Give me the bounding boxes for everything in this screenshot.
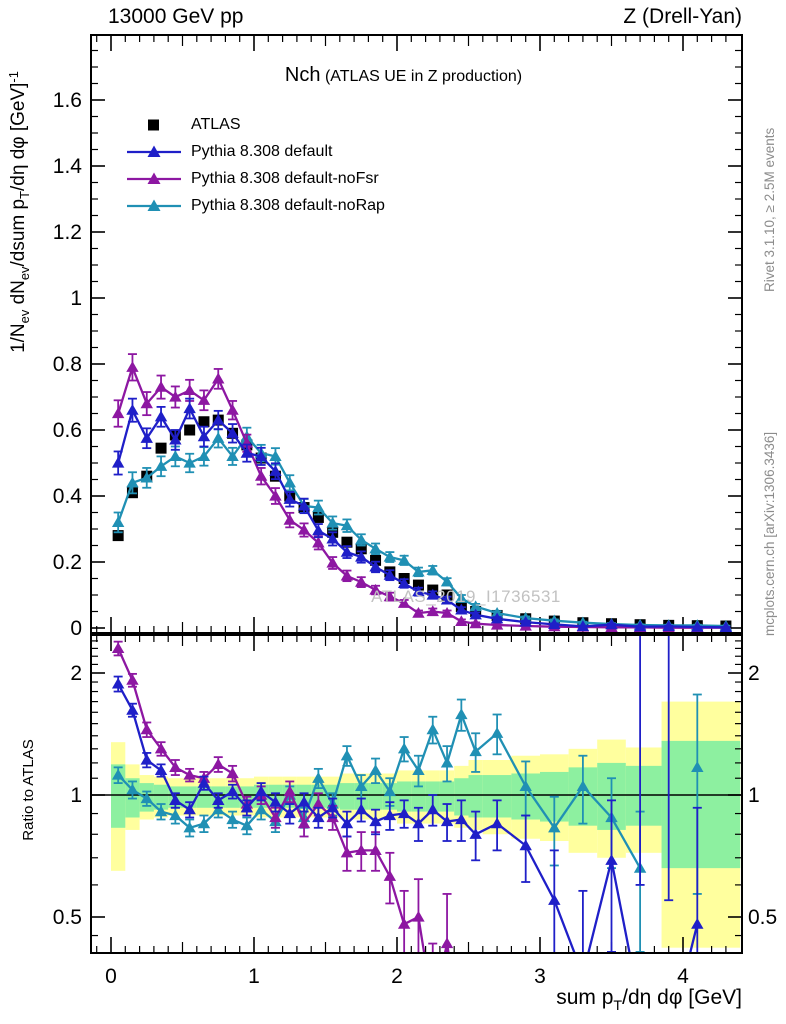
data-point bbox=[155, 411, 167, 422]
square-marker-icon bbox=[126, 117, 182, 133]
triangle-marker-icon bbox=[126, 171, 182, 187]
green-uncertainty-band bbox=[662, 741, 741, 868]
legend-label: Pythia 8.308 default-noFsr bbox=[191, 169, 379, 187]
legend-item-pythia-8-308-default-norap bbox=[126, 192, 385, 219]
data-point bbox=[156, 443, 167, 454]
svg-text:1.6: 1.6 bbox=[52, 89, 82, 112]
x-axis-label: sum $p_T/d\eta$ dφ [GeV] bbox=[556, 986, 742, 1014]
legend-label: Pythia 8.308 default-noRap bbox=[191, 196, 385, 214]
data-point bbox=[398, 918, 410, 929]
data-point bbox=[112, 457, 124, 468]
data-point bbox=[441, 937, 453, 948]
series-pythia-8-308-default-nofsr bbox=[112, 642, 468, 1024]
svg-text:2: 2 bbox=[391, 965, 403, 988]
ratio-y-axis-label: Ratio to ATLAS bbox=[20, 739, 37, 841]
data-point bbox=[577, 969, 589, 980]
data-point bbox=[112, 678, 124, 689]
svg-text:0: 0 bbox=[70, 617, 82, 640]
svg-text:1.2: 1.2 bbox=[52, 221, 82, 244]
green-uncertainty-band bbox=[340, 783, 354, 810]
data-point bbox=[126, 404, 138, 415]
rivet-version-note: Rivet 3.1.10, ≥ 2.5M events bbox=[762, 127, 777, 292]
x-axis-tick-labels bbox=[105, 965, 689, 988]
svg-text:0.5: 0.5 bbox=[748, 906, 778, 929]
process-label: Z (Drell-Yan) bbox=[623, 5, 742, 28]
svg-text:1: 1 bbox=[748, 784, 760, 807]
data-point bbox=[184, 425, 195, 436]
data-point bbox=[169, 450, 181, 461]
plot-title bbox=[91, 64, 716, 87]
data-point bbox=[212, 373, 224, 384]
svg-text:3: 3 bbox=[534, 965, 546, 988]
analysis-watermark: ATLAS_2019_I1736531 bbox=[371, 587, 561, 606]
data-point bbox=[491, 727, 503, 738]
data-point bbox=[455, 615, 467, 626]
legend-item-atlas bbox=[126, 111, 385, 138]
svg-text:0.4: 0.4 bbox=[52, 485, 82, 508]
data-point bbox=[212, 758, 224, 769]
data-point bbox=[212, 432, 224, 443]
data-point bbox=[412, 911, 424, 922]
data-point bbox=[284, 514, 296, 525]
svg-text:0.2: 0.2 bbox=[52, 551, 82, 574]
data-point bbox=[183, 384, 195, 395]
data-point bbox=[369, 764, 381, 775]
data-point bbox=[427, 723, 439, 734]
svg-text:0: 0 bbox=[105, 965, 117, 988]
legend-label: ATLAS bbox=[191, 115, 241, 133]
legend-item-pythia-8-308-default-nofsr bbox=[126, 165, 385, 192]
svg-text:1.4: 1.4 bbox=[52, 155, 82, 178]
data-point bbox=[226, 767, 238, 778]
data-point bbox=[112, 642, 124, 653]
data-point bbox=[548, 894, 560, 905]
svg-text:1: 1 bbox=[70, 287, 82, 310]
data-point bbox=[155, 460, 167, 471]
data-point bbox=[126, 361, 138, 372]
data-point bbox=[298, 524, 310, 535]
data-point bbox=[112, 407, 124, 418]
beam-energy-label: 13000 GeV pp bbox=[108, 5, 244, 28]
data-point bbox=[141, 754, 153, 765]
svg-text:1: 1 bbox=[70, 784, 82, 807]
svg-text:0.6: 0.6 bbox=[52, 419, 82, 442]
legend bbox=[126, 111, 385, 219]
main-y-axis-label: $1/N_{ev}$ $dN_{ev}$/dsum $p_T/d\eta$ dφ [GeV]$^{-1}$ bbox=[5, 71, 33, 353]
svg-text:2: 2 bbox=[748, 662, 760, 685]
triangle-marker-icon bbox=[126, 144, 182, 160]
data-point bbox=[312, 524, 324, 535]
svg-text:4: 4 bbox=[677, 965, 689, 988]
mcplots-reference-note: mcplots.cern.ch [arXiv:1306.3436] bbox=[762, 431, 777, 636]
data-point bbox=[155, 381, 167, 392]
svg-text:0.8: 0.8 bbox=[52, 353, 82, 376]
analysis-name: (ATLAS UE in Z production) bbox=[324, 68, 523, 85]
data-point bbox=[112, 516, 124, 527]
data-point bbox=[226, 404, 238, 415]
data-point bbox=[341, 750, 353, 761]
data-point bbox=[126, 704, 138, 715]
green-uncertainty-band bbox=[626, 766, 662, 826]
svg-text:2: 2 bbox=[70, 662, 82, 685]
legend-item-pythia-8-308-default bbox=[126, 138, 385, 165]
data-point bbox=[141, 723, 153, 734]
series-line bbox=[118, 648, 461, 1024]
legend-label: Pythia 8.308 default bbox=[191, 142, 333, 160]
triangle-marker-icon bbox=[126, 198, 182, 214]
data-point bbox=[126, 674, 138, 685]
svg-text:0.5: 0.5 bbox=[52, 906, 82, 929]
svg-text:1: 1 bbox=[248, 965, 260, 988]
green-uncertainty-band bbox=[368, 783, 382, 810]
data-point bbox=[455, 708, 467, 719]
data-point bbox=[198, 416, 209, 427]
data-point bbox=[384, 870, 396, 881]
data-point bbox=[255, 470, 267, 481]
observable-name: Nch bbox=[284, 64, 321, 86]
data-point bbox=[183, 769, 195, 780]
data-point bbox=[183, 402, 195, 413]
data-point bbox=[284, 477, 296, 488]
data-point bbox=[398, 743, 410, 754]
data-point bbox=[441, 757, 453, 768]
